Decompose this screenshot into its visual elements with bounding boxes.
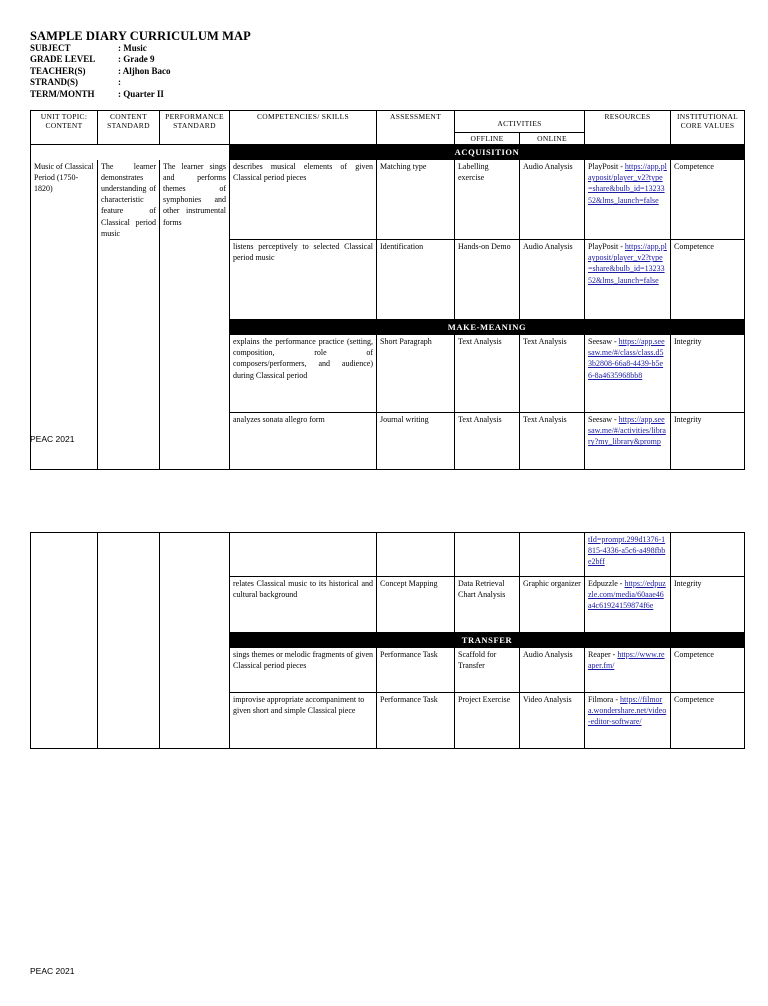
page-footer-2: PEAC 2021: [30, 966, 75, 976]
resource-cell: PlayPosit - https://app.playposit/player_v2?type=share&bulb_id=1323352&lms_launch=false: [585, 160, 671, 240]
unit-topic-cell-empty: [31, 533, 98, 749]
offline-activity-cell: Hands-on Demo: [455, 240, 520, 320]
resource-cell: PlayPosit - https://app.playposit/player_v2?type=share&bulb_id=1323352&lms_launch=false: [585, 240, 671, 320]
assessment-cell: Performance Task: [377, 648, 455, 693]
resource-link[interactable]: https://filmora.wondershare.net/video-editor-software/: [588, 695, 667, 727]
core-value-cell: Competence: [671, 648, 745, 693]
resource-cell: Seesaw - https://app.seesaw.me/#/activities/library?my_library&promp: [585, 413, 671, 470]
unit-topic-cell: Music of Classical Period (1750-1820): [31, 160, 98, 470]
header-fields: [30, 43, 171, 100]
core-value-cell: Competence: [671, 240, 745, 320]
assessment-cell: Performance Task: [377, 693, 455, 749]
competency-cell: improvise appropriate accompaniment to given short and simple Classical piece: [230, 693, 377, 749]
document-title: SAMPLE DIARY CURRICULUM MAP: [30, 29, 251, 43]
resource-cell: [585, 533, 671, 577]
col-activities: ACTIVITIES: [455, 111, 585, 133]
phase-acquisition: ACQUISITION: [230, 145, 745, 160]
offline-activity-cell: Data Retrieval Chart Analysis: [455, 577, 520, 633]
resource-link[interactable]: tId=prompt.299d1376-1815-4336-a5c6-a498fbbe2bff: [588, 535, 666, 567]
offline-activity-cell: Scaffold for Transfer: [455, 648, 520, 693]
offline-activity-cell: Text Analysis: [455, 335, 520, 413]
teacher-field: TEACHER(S) : Aljhon Baco: [30, 65, 171, 76]
online-activity-cell: Audio Analysis: [520, 160, 585, 240]
core-value-cell: Competence: [671, 693, 745, 749]
resource-cell: Edpuzzle - https://edpuzzle.com/media/60aae46a4c61924159874f6e: [585, 577, 671, 633]
term-field: TERM/MONTH : Quarter II: [30, 88, 164, 99]
resource-link[interactable]: https://app.seesaw.me/#/activities/library?my_library&promp: [588, 415, 666, 447]
competency-cell: listens perceptively to selected Classical period music: [230, 240, 377, 320]
assessment-cell: Matching type: [377, 160, 455, 240]
subject-field: SUBJECT : Music: [30, 43, 147, 53]
curriculum-table-page-2: [30, 532, 745, 749]
competency-cell: sings themes or melodic fragments of given Classical period pieces: [230, 648, 377, 693]
offline-activity-cell: Labelling exercise: [455, 160, 520, 240]
phase-make-meaning: MAKE-MEANING: [230, 320, 745, 335]
competency-cell: relates Classical music to its historical and cultural background: [230, 577, 377, 633]
resource-link[interactable]: https://www.reaper.fm/: [588, 650, 665, 671]
col-offline: OFFLINE: [455, 133, 520, 145]
phase-acquisition-row: [31, 145, 745, 160]
online-activity-cell: Text Analysis: [520, 413, 585, 470]
core-value-cell: Competence: [671, 160, 745, 240]
competency-cell: analyzes sonata allegro form: [230, 413, 377, 470]
col-core-values: INSTITUTIONAL CORE VALUES: [671, 111, 745, 145]
resource-cell: Filmora - https://filmora.wondershare.net/video-editor-software/: [585, 693, 671, 749]
competency-cell: describes musical elements of given Classical period pieces: [230, 160, 377, 240]
offline-activity-cell: Text Analysis: [455, 413, 520, 470]
content-standard-cell-empty: [98, 533, 160, 749]
online-activity-cell: Text Analysis: [520, 335, 585, 413]
competency-cell: explains the performance practice (setting, composition, role of composers/performers, and audience) during Classical period: [230, 335, 377, 413]
offline-activity-cell: Project Exercise: [455, 693, 520, 749]
core-value-cell: Integrity: [671, 413, 745, 470]
header-row: [31, 111, 745, 133]
col-resources: RESOURCES: [585, 111, 671, 145]
core-value-cell: Integrity: [671, 577, 745, 633]
table-row: [31, 160, 745, 240]
content-standard-cell: The learner demonstrates understanding of characteristic feature of Classical period music: [98, 160, 160, 470]
table-row-continued: [31, 533, 745, 577]
col-content-standard: CONTENT STANDARD: [98, 111, 160, 145]
core-value-cell: Integrity: [671, 335, 745, 413]
online-activity-cell: Audio Analysis: [520, 648, 585, 693]
online-activity-cell: Video Analysis: [520, 693, 585, 749]
col-assessment: ASSESSMENT: [377, 111, 455, 145]
grade-level-field: GRADE LEVEL : Grade 9: [30, 54, 155, 65]
assessment-cell: Short Paragraph: [377, 335, 455, 413]
col-online: ONLINE: [520, 133, 585, 145]
page-footer-1: PEAC 2021: [30, 434, 75, 444]
col-performance-standard: PERFORMANCE STANDARD: [160, 111, 230, 145]
resource-cell: Reaper - https://www.reaper.fm/: [585, 648, 671, 693]
assessment-cell: Identification: [377, 240, 455, 320]
resource-link[interactable]: https://app.seesaw.me/#/class/class.d53b2808-66a8-4439-b5e6-8a4635968bb8: [588, 337, 665, 380]
resource-link[interactable]: https://app.playposit/player_v2?type=share&bulb_id=1323352&lms_launch=false: [588, 162, 667, 205]
resource-link[interactable]: https://app.playposit/player_v2?type=share&bulb_id=1323352&lms_launch=false: [588, 242, 667, 285]
assessment-cell: Concept Mapping: [377, 577, 455, 633]
online-activity-cell: Graphic organizer: [520, 577, 585, 633]
online-activity-cell: Audio Analysis: [520, 240, 585, 320]
col-competencies: COMPETENCIES/ SKILLS: [230, 111, 377, 145]
resource-cell: Seesaw - https://app.seesaw.me/#/class/class.d53b2808-66a8-4439-b5e6-8a4635968bb8: [585, 335, 671, 413]
performance-standard-cell-empty: [160, 533, 230, 749]
strand-field: STRAND(S) :: [30, 77, 121, 88]
resource-link[interactable]: https://edpuzzle.com/media/60aae46a4c61924159874f6e: [588, 579, 666, 611]
curriculum-table-page-1: [30, 110, 745, 470]
assessment-cell: Journal writing: [377, 413, 455, 470]
phase-transfer: TRANSFER: [230, 633, 745, 648]
performance-standard-cell: The learner sings and performs themes of symphonies and other instrumental forms: [160, 160, 230, 470]
col-unit-topic: UNIT TOPIC: CONTENT: [31, 111, 98, 145]
